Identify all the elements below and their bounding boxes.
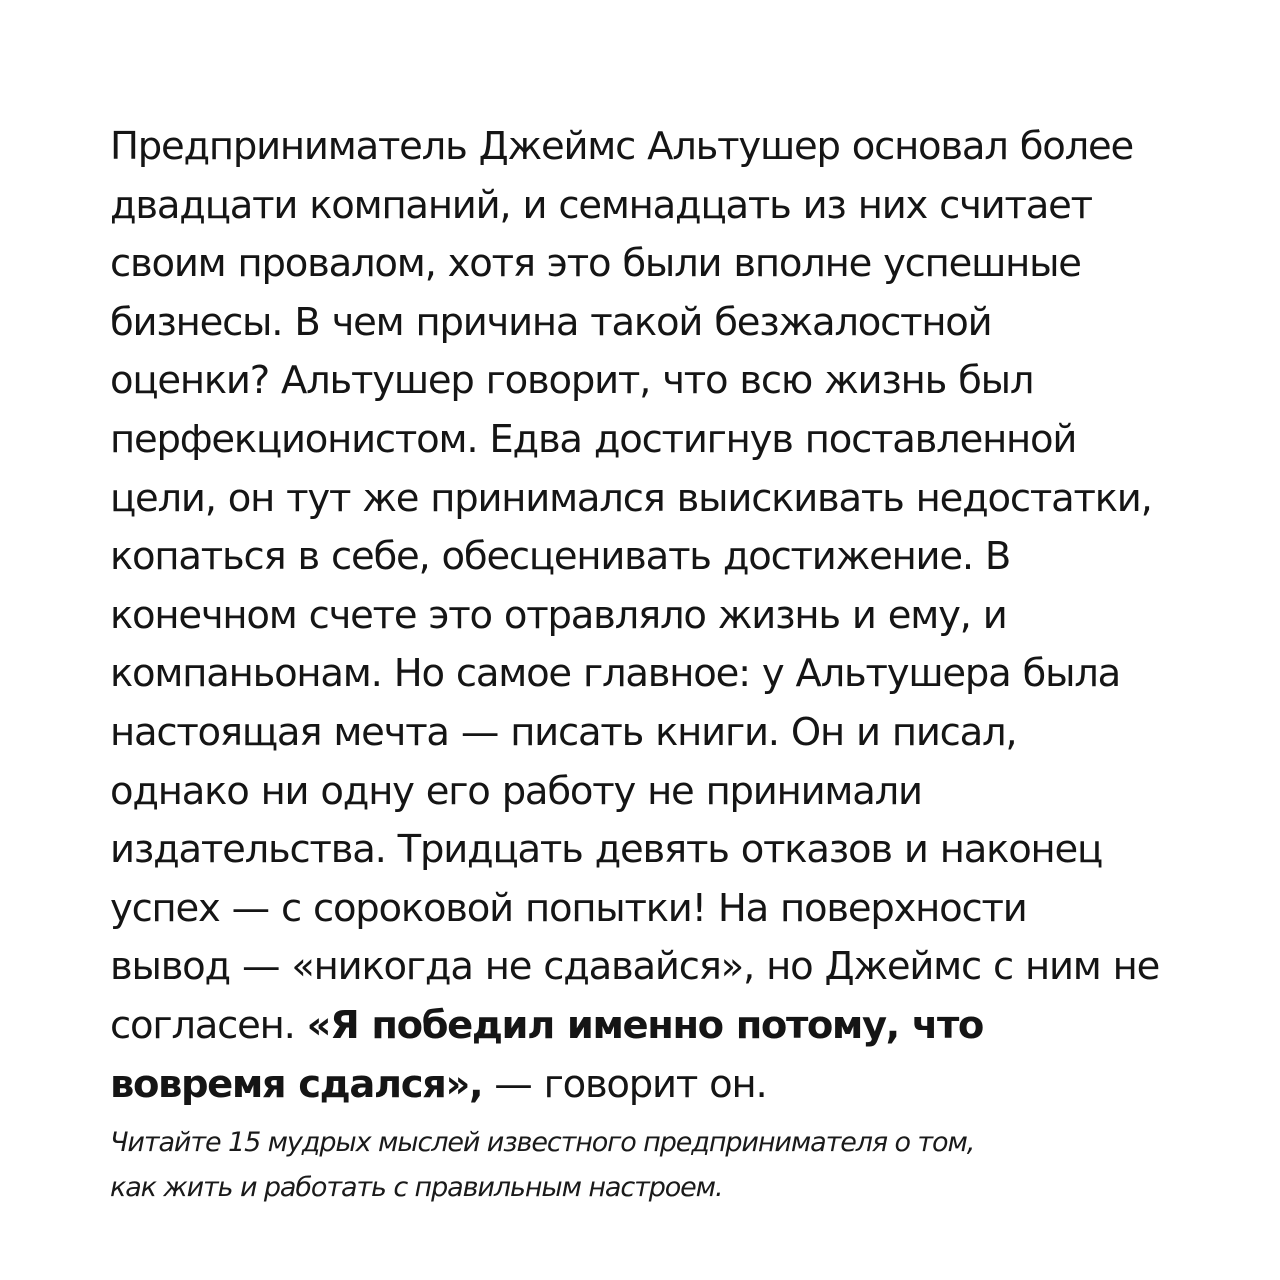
body-line-with-quote: [110, 997, 1230, 1056]
body-line: вывод — «никогда не сдавайся», но Джеймс с ним не: [110, 944, 1160, 990]
body-line: бизнесы. В чем причина такой безжалостной: [110, 299, 992, 345]
body-line: компаньонам. Но самое главное: у Альтушера была: [110, 651, 1121, 697]
article-body: [110, 118, 1230, 1114]
body-line: своим провалом, хотя это были вполне успешные: [110, 241, 1081, 287]
body-line: издательства. Тридцать девять отказов и наконец: [110, 827, 1103, 873]
body-line-with-quote: [110, 1056, 1230, 1115]
body-line: двадцати компаний, и семнадцать из них считает: [110, 182, 1092, 228]
body-line: конечном счете это отравляло жизнь и ему, и: [110, 592, 1007, 638]
body-line: оценки? Альтушер говорит, что всю жизнь был: [110, 358, 1034, 404]
caption-line: Читайте 15 мудрых мыслей известного предпринимателя о том,: [110, 1127, 975, 1159]
italic-caption: [110, 1120, 1230, 1210]
body-text-plain: согласен.: [110, 1002, 307, 1048]
article: [110, 118, 1230, 1210]
body-line: настоящая мечта — писать книги. Он и писал,: [110, 709, 1017, 755]
body-line: успех — с сороковой попытки! На поверхности: [110, 885, 1027, 931]
bold-quote: «Я победил именно потому, что: [306, 1002, 983, 1048]
body-line: Предприниматель Джеймс Альтушер основал более: [110, 124, 1134, 169]
body-line: цели, он тут же принимался выискивать недостатки,: [110, 475, 1152, 521]
bold-quote: вовремя сдался»,: [110, 1061, 483, 1107]
body-line: однако ни одну его работу не принимали: [110, 768, 922, 814]
body-line: копаться в себе, обесценивать достижение. В: [110, 534, 1011, 580]
body-line: перфекционистом. Едва достигнув поставленной: [110, 416, 1077, 462]
body-text-plain: — говорит он.: [482, 1061, 767, 1107]
caption-line: как жить и работать с правильным настроем.: [110, 1172, 723, 1204]
